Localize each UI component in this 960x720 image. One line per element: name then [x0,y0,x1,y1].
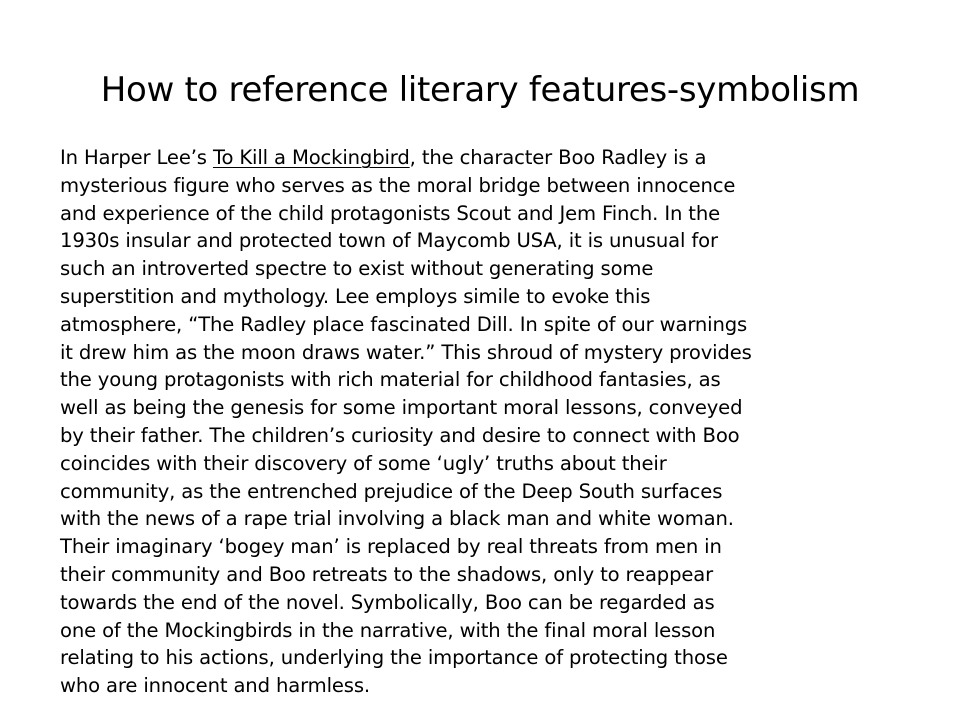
body-line: it drew him as the moon draws water.” This shroud of mystery provides [60,340,752,364]
body-line [60,144,930,172]
body-line: relating to his actions, underlying the importance of protecting those [60,646,728,670]
body-line: Their imaginary ‘bogey man’ is replaced by real threats from men in [60,535,722,559]
slide-body [60,144,930,700]
body-line: their community and Boo retreats to the shadows, only to reappear [60,562,714,586]
body-line: superstition and mythology. Lee employs simile to evoke this [60,284,651,308]
body-line: one of the Mockingbirds in the narrative, with the final moral lesson [60,618,716,642]
body-line: who are innocent and harmless. [60,674,370,698]
body-line: by their father. The children’s curiosity and desire to connect with Boo [60,423,740,447]
body-line: coincides with their discovery of some ‘ugly’ truths about their [60,451,667,475]
body-line: community, as the entrenched prejudice of the Deep South surfaces [60,479,723,503]
body-line: mysterious figure who serves as the moral bridge between innocence [60,173,736,197]
body-line: well as being the genesis for some important moral lessons, conveyed [60,396,743,420]
body-text: , the character Boo Radley is a [409,146,707,169]
body-line: with the news of a rape trial involving a black man and white woman. [60,507,734,531]
body-line: 1930s insular and protected town of Maycomb USA, it is unusual for [60,229,718,253]
body-text: In Harper Lee’s [60,146,213,169]
slide-title: How to reference literary features-symbolism [100,70,860,110]
body-line: such an introverted spectre to exist without generating some [60,257,654,281]
body-line: the young protagonists with rich material for childhood fantasies, as [60,368,721,392]
book-title: To Kill a Mockingbird [212,146,410,169]
body-line: atmosphere, “The Radley place fascinated Dill. In spite of our warnings [60,312,748,336]
body-line: and experience of the child protagonists Scout and Jem Finch. In the [60,201,721,225]
body-line: towards the end of the novel. Symbolically, Boo can be regarded as [60,590,715,614]
